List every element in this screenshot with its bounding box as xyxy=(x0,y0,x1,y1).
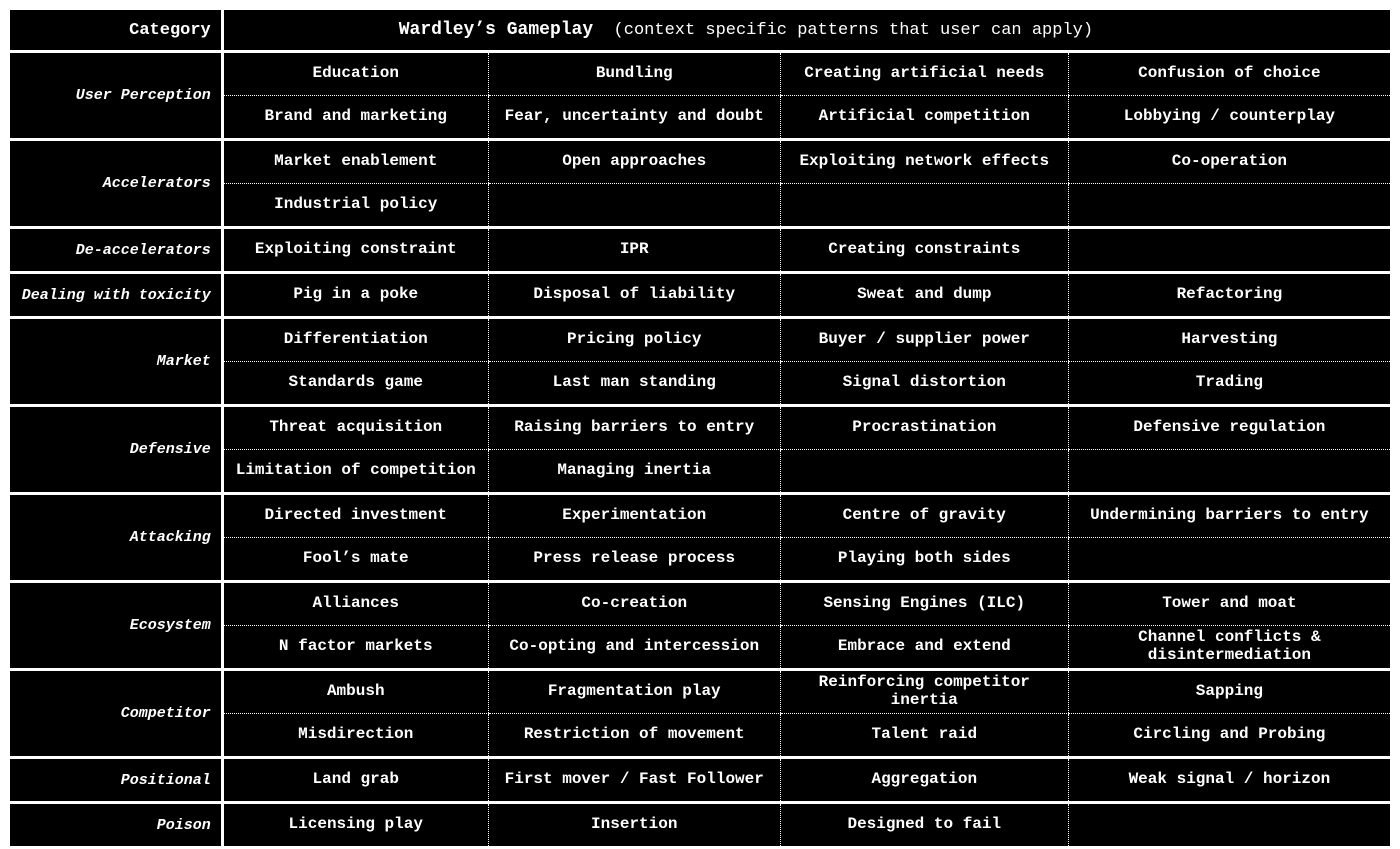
pattern-cell: Signal distortion xyxy=(780,362,1068,406)
pattern-cell: Circling and Probing xyxy=(1068,714,1391,758)
table-title xyxy=(222,9,1391,52)
pattern-cell: Artificial competition xyxy=(780,96,1068,140)
pattern-cell: Centre of gravity xyxy=(780,494,1068,538)
pattern-cell: Channel conflicts & disintermediation xyxy=(1068,626,1391,670)
pattern-cell: Creating artificial needs xyxy=(780,52,1068,96)
pattern-cell: Open approaches xyxy=(488,140,780,184)
pattern-cell: Talent raid xyxy=(780,714,1068,758)
pattern-cell: Lobbying / counterplay xyxy=(1068,96,1391,140)
pattern-cell: Alliances xyxy=(222,582,488,626)
empty-cell xyxy=(1068,228,1391,273)
pattern-cell: IPR xyxy=(488,228,780,273)
table-header xyxy=(9,9,1392,52)
pattern-cell: N factor markets xyxy=(222,626,488,670)
pattern-cell: Directed investment xyxy=(222,494,488,538)
pattern-cell: Tower and moat xyxy=(1068,582,1391,626)
pattern-cell: Brand and marketing xyxy=(222,96,488,140)
pattern-cell: Designed to fail xyxy=(780,803,1068,848)
pattern-cell: Exploiting constraint xyxy=(222,228,488,273)
category-cell: Positional xyxy=(9,758,223,803)
category-column-header: Category xyxy=(9,9,223,52)
gameplay-row xyxy=(9,803,1392,848)
pattern-cell: Land grab xyxy=(222,758,488,803)
category-cell: User Perception xyxy=(9,52,223,140)
empty-cell xyxy=(780,450,1068,494)
pattern-cell: Raising barriers to entry xyxy=(488,406,780,450)
pattern-cell: Fragmentation play xyxy=(488,670,780,714)
pattern-cell: Disposal of liability xyxy=(488,273,780,318)
category-cell: Ecosystem xyxy=(9,582,223,670)
pattern-cell: Licensing play xyxy=(222,803,488,848)
pattern-cell: Creating constraints xyxy=(780,228,1068,273)
pattern-cell: Ambush xyxy=(222,670,488,714)
pattern-cell: Fool’s mate xyxy=(222,538,488,582)
pattern-cell: Sweat and dump xyxy=(780,273,1068,318)
empty-cell xyxy=(780,184,1068,228)
pattern-cell: Industrial policy xyxy=(222,184,488,228)
gameplay-row xyxy=(9,228,1392,273)
pattern-cell: Press release process xyxy=(488,538,780,582)
pattern-cell: Differentiation xyxy=(222,318,488,362)
pattern-cell: Misdirection xyxy=(222,714,488,758)
pattern-cell: Standards game xyxy=(222,362,488,406)
pattern-cell: Defensive regulation xyxy=(1068,406,1391,450)
gameplay-row xyxy=(9,758,1392,803)
pattern-cell: Co-opting and intercession xyxy=(488,626,780,670)
empty-cell xyxy=(1068,538,1391,582)
category-cell: Accelerators xyxy=(9,140,223,228)
pattern-cell: Pricing policy xyxy=(488,318,780,362)
category-cell: Defensive xyxy=(9,406,223,494)
pattern-cell: Confusion of choice xyxy=(1068,52,1391,96)
category-cell: De-accelerators xyxy=(9,228,223,273)
gameplay-row xyxy=(9,406,1392,450)
pattern-cell: Last man standing xyxy=(488,362,780,406)
gameplay-table-body xyxy=(9,52,1392,848)
pattern-cell: Pig in a poke xyxy=(222,273,488,318)
pattern-cell: Co-creation xyxy=(488,582,780,626)
wardley-gameplay-table xyxy=(7,7,1393,849)
pattern-cell: Harvesting xyxy=(1068,318,1391,362)
gameplay-row xyxy=(9,670,1392,714)
category-cell: Market xyxy=(9,318,223,406)
pattern-cell: Fear, uncertainty and doubt xyxy=(488,96,780,140)
pattern-cell: Buyer / supplier power xyxy=(780,318,1068,362)
pattern-cell: Co-operation xyxy=(1068,140,1391,184)
pattern-cell: Trading xyxy=(1068,362,1391,406)
empty-cell xyxy=(1068,184,1391,228)
pattern-cell: Experimentation xyxy=(488,494,780,538)
pattern-cell: Education xyxy=(222,52,488,96)
gameplay-row xyxy=(9,52,1392,96)
pattern-cell: Procrastination xyxy=(780,406,1068,450)
pattern-cell: Reinforcing competitor inertia xyxy=(780,670,1068,714)
pattern-cell: Embrace and extend xyxy=(780,626,1068,670)
empty-cell xyxy=(488,184,780,228)
table-title-subtitle: (context specific patterns that user can apply) xyxy=(593,21,1094,40)
pattern-cell: Restriction of movement xyxy=(488,714,780,758)
pattern-cell: Undermining barriers to entry xyxy=(1068,494,1391,538)
gameplay-row xyxy=(9,140,1392,184)
pattern-cell: Refactoring xyxy=(1068,273,1391,318)
pattern-cell: Managing inertia xyxy=(488,450,780,494)
gameplay-row xyxy=(9,582,1392,626)
pattern-cell: Weak signal / horizon xyxy=(1068,758,1391,803)
pattern-cell: Bundling xyxy=(488,52,780,96)
pattern-cell: Playing both sides xyxy=(780,538,1068,582)
gameplay-row xyxy=(9,273,1392,318)
category-cell: Attacking xyxy=(9,494,223,582)
pattern-cell: Sapping xyxy=(1068,670,1391,714)
category-cell: Competitor xyxy=(9,670,223,758)
empty-cell xyxy=(1068,803,1391,848)
pattern-cell: Exploiting network effects xyxy=(780,140,1068,184)
pattern-cell: Limitation of competition xyxy=(222,450,488,494)
pattern-cell: Insertion xyxy=(488,803,780,848)
category-cell: Dealing with toxicity xyxy=(9,273,223,318)
pattern-cell: First mover / Fast Follower xyxy=(488,758,780,803)
header-row xyxy=(9,9,1392,52)
pattern-cell: Aggregation xyxy=(780,758,1068,803)
pattern-cell: Market enablement xyxy=(222,140,488,184)
pattern-cell: Threat acquisition xyxy=(222,406,488,450)
table-title-main: Wardley’s Gameplay xyxy=(398,20,594,40)
category-cell: Poison xyxy=(9,803,223,848)
gameplay-row xyxy=(9,318,1392,362)
gameplay-row xyxy=(9,494,1392,538)
empty-cell xyxy=(1068,450,1391,494)
pattern-cell: Sensing Engines (ILC) xyxy=(780,582,1068,626)
